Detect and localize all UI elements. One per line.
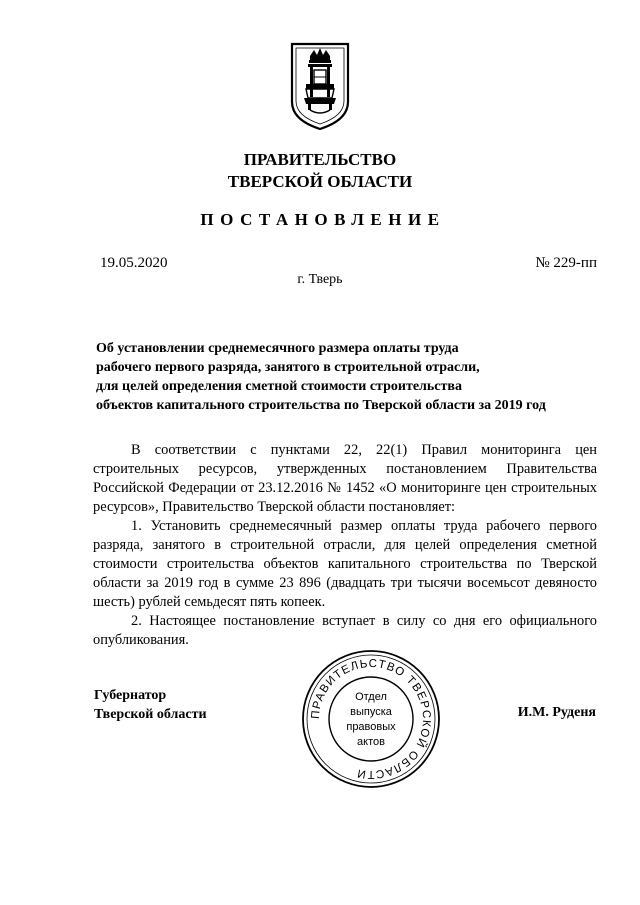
document-body — [93, 441, 597, 650]
document-subject — [96, 339, 546, 415]
stamp-center-line: актов — [357, 736, 385, 748]
document-city: г. Тверь — [297, 272, 343, 287]
stamp-ring-text: ПРАВИТЕЛЬСТВО ТВЕРСКОЙ ОБЛАСТИ — [309, 657, 433, 781]
government-title-line2: ТВЕРСКОЙ ОБЛАСТИ — [227, 172, 413, 191]
subject-line: для целей определения сметной стоимости строительства — [96, 379, 462, 394]
coat-of-arms-icon — [288, 40, 352, 132]
subject-line: рабочего первого разряда, занятого в строительной отрасли, — [96, 360, 480, 375]
signatory-name: И.М. Руденя — [517, 705, 596, 720]
signatory-position-line2: Тверской области — [94, 707, 207, 722]
stamp-center-line: правовых — [346, 721, 396, 733]
official-stamp — [300, 648, 442, 790]
stamp-center-line: Отдел — [355, 691, 387, 703]
document-date: 19.05.2020 — [100, 255, 168, 271]
document-type-heading: ПОСТАНОВЛЕНИЕ — [200, 210, 446, 229]
subject-line: объектов капитального строительства по Тверской области за 2019 год — [96, 398, 546, 413]
subject-line: Об установлении среднемесячного размера оплаты труда — [96, 341, 459, 356]
signatory-position-line1: Губернатор — [94, 688, 167, 703]
body-paragraph: 1. Установить среднемесячный размер оплаты труда рабочего первого разряда, занятого в строительной отрасли, для целей определения сметной стоимости строительства объектов капитального строительства по Тверской области за 2019 год в сумме 23 896 (двадцать три тысячи восемьсот девяносто шесть) рублей семьдесят пять копеек. — [93, 518, 597, 610]
government-title-line1: ПРАВИТЕЛЬСТВО — [243, 150, 397, 169]
stamp-center-line: выпуска — [350, 706, 392, 718]
body-paragraph: 2. Настоящее постановление вступает в силу со дня его официального опубликования. — [93, 613, 597, 648]
body-paragraph: В соответствии с пунктами 22, 22(1) Правил мониторинга цен строительных ресурсов, утвержденных постановлением Правительства Российской Федерации от 23.12.2016 № 1452 «О мониторинге цен строительных ресурсов», Правительство Тверской области постановляет: — [93, 442, 597, 515]
document-number: № 229-пп — [535, 255, 597, 271]
signatory-position — [94, 686, 207, 724]
